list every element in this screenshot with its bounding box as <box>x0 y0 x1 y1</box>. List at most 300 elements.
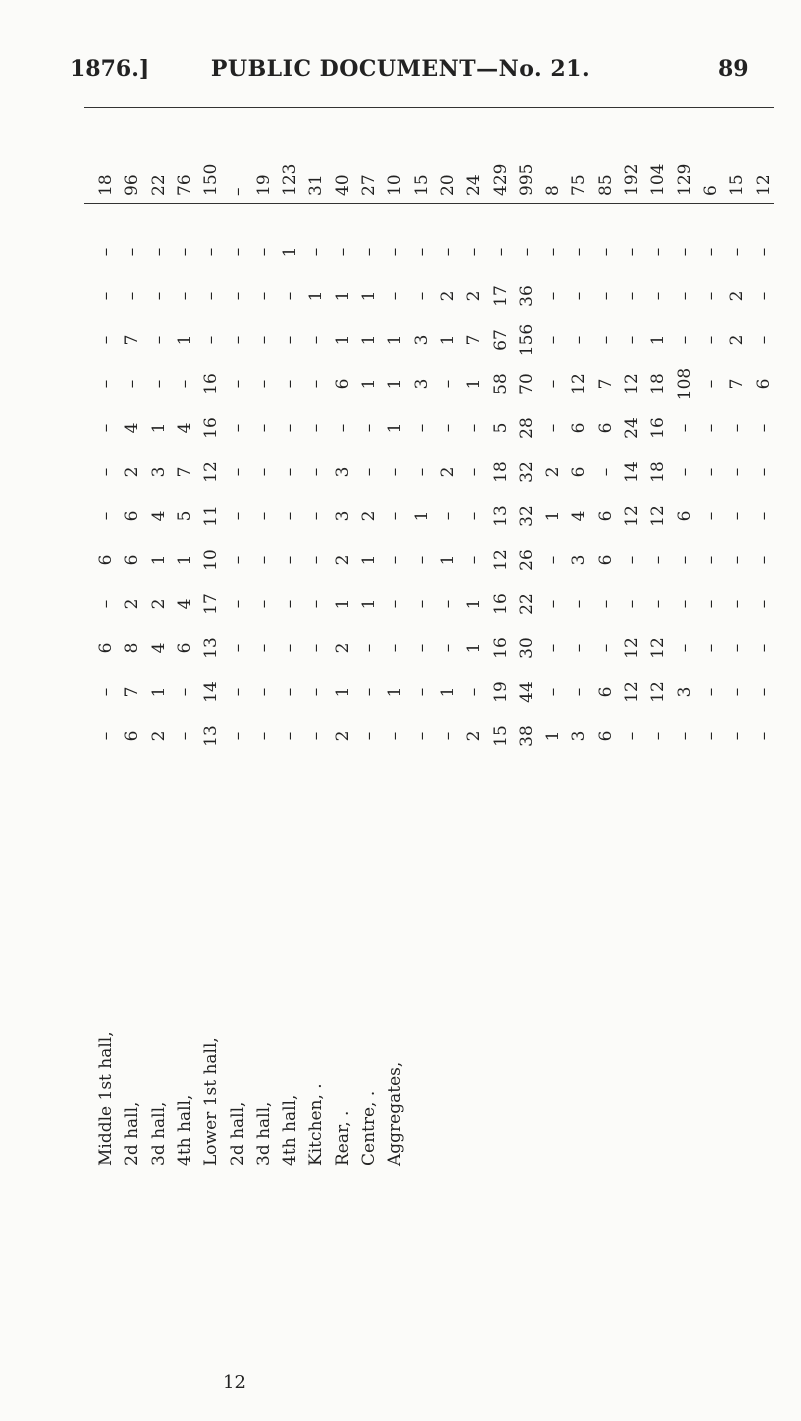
table-cell: – <box>280 731 301 741</box>
table-cell: – <box>96 599 116 609</box>
table-row <box>173 106 197 1166</box>
row-cells <box>462 216 486 756</box>
table-cell: – <box>280 643 301 653</box>
table-cell: – <box>306 731 327 741</box>
table-row <box>278 106 302 1166</box>
row-cells <box>436 216 460 756</box>
row-label: Aggregates, <box>385 1061 406 1166</box>
page-header-year: 1876.] <box>70 56 150 82</box>
table-cell: 1 <box>385 378 406 390</box>
table-cell: 11 <box>201 505 222 527</box>
table-cell: – <box>385 555 406 565</box>
table-cell: – <box>648 555 669 565</box>
table-cell: 1 <box>359 554 379 566</box>
table-cell: – <box>753 643 774 653</box>
table-row <box>147 106 171 1166</box>
table-cell: 1 <box>648 334 669 346</box>
table-cell: – <box>96 335 116 345</box>
table-cell: – <box>122 247 143 257</box>
table-cell: 6 <box>595 510 616 522</box>
table-cell: – <box>359 687 379 697</box>
table-row <box>252 106 276 1166</box>
table-row <box>436 106 460 1166</box>
table-cell: – <box>753 731 774 741</box>
table-cell: 7 <box>595 378 616 390</box>
table-cell: – <box>674 335 695 345</box>
table-cell: – <box>96 291 116 301</box>
table-cell: – <box>727 511 748 521</box>
row-cells <box>252 216 276 756</box>
table-cell: – <box>227 643 248 653</box>
table-cell: – <box>280 379 301 389</box>
table-cell: – <box>569 643 590 653</box>
table-cell: – <box>700 423 721 433</box>
table-cell: – <box>464 467 485 477</box>
aggregate-cell: 429 <box>490 163 511 196</box>
aggregate-divider <box>84 203 774 204</box>
table-cell: – <box>227 731 248 741</box>
table-cell: – <box>569 335 590 345</box>
table-cell: 12 <box>569 373 590 395</box>
table-cell: 6 <box>674 510 695 522</box>
table-cell: 2 <box>727 334 748 346</box>
table-cell: 1 <box>385 334 406 346</box>
table-row <box>383 106 407 1166</box>
table-cell: – <box>306 511 327 521</box>
table-cell: 1 <box>332 334 353 346</box>
table-cell: 24 <box>622 417 642 439</box>
table-cell: – <box>96 731 116 741</box>
table-cell: 2 <box>148 598 169 610</box>
table-row <box>199 106 223 1166</box>
row-cells <box>725 216 749 756</box>
table-row <box>304 106 328 1166</box>
table-cell: – <box>411 291 432 301</box>
table-cell: – <box>96 467 116 477</box>
table-row <box>567 106 591 1166</box>
table-row <box>725 106 749 1166</box>
table-cell: – <box>201 291 222 301</box>
table-cell: 15 <box>490 725 511 747</box>
table-cell: – <box>700 511 721 521</box>
table-cell: 38 <box>516 725 537 747</box>
table-cell: – <box>569 687 590 697</box>
table-cell: 12 <box>648 681 669 703</box>
table-cell: – <box>306 599 327 609</box>
table-cell: 18 <box>490 461 511 483</box>
table-cell: – <box>411 731 432 741</box>
row-label: 3d hall, <box>148 1101 169 1166</box>
table-cell: – <box>359 643 379 653</box>
table-cell: 1 <box>174 334 195 346</box>
table-cell: – <box>674 423 695 433</box>
table-cell: – <box>227 555 248 565</box>
table-row <box>752 106 776 1166</box>
table-cell: – <box>543 291 564 301</box>
table-cell: 6 <box>595 686 616 698</box>
table-cell: 16 <box>648 417 669 439</box>
table-cell: – <box>280 335 301 345</box>
aggregate-cell: 8 <box>543 185 564 196</box>
table-row <box>673 106 697 1166</box>
table-cell: 10 <box>201 549 222 571</box>
table-cell: – <box>280 467 301 477</box>
table-cell: – <box>227 423 248 433</box>
table-cell: 6 <box>96 642 116 654</box>
row-cells <box>357 216 381 756</box>
table-cell: – <box>227 599 248 609</box>
table-cell: – <box>727 423 748 433</box>
table-cell: – <box>727 643 748 653</box>
table-cell: 3 <box>674 686 695 698</box>
table-cell: 2 <box>359 510 379 522</box>
table-cell: 12 <box>622 637 642 659</box>
table-cell: – <box>464 423 485 433</box>
table-cell: 1 <box>385 422 406 434</box>
row-cells <box>147 216 171 756</box>
table-cell: – <box>385 731 406 741</box>
table-cell: – <box>543 687 564 697</box>
table-cell: – <box>437 511 458 521</box>
table-row <box>699 106 723 1166</box>
table-cell: 1 <box>543 510 564 522</box>
table-cell: – <box>569 291 590 301</box>
table-cell: 5 <box>174 510 195 522</box>
aggregate-cell: 15 <box>411 174 432 196</box>
table-cell: – <box>148 379 169 389</box>
table-cell: – <box>674 555 695 565</box>
table-cell: – <box>306 467 327 477</box>
table-cell: – <box>595 599 616 609</box>
table-cell: – <box>543 423 564 433</box>
row-label: 4th hall, <box>174 1094 195 1166</box>
row-cells <box>304 216 328 756</box>
table-cell: 58 <box>490 373 511 395</box>
aggregate-cell: 995 <box>516 163 537 196</box>
table-cell: 2 <box>332 554 353 566</box>
table-cell: 6 <box>569 422 590 434</box>
table-cell: – <box>280 423 301 433</box>
table-cell: – <box>595 247 616 257</box>
aggregate-cell: 10 <box>385 174 406 196</box>
aggregate-cell: 150 <box>201 163 222 196</box>
table-cell: 16 <box>490 593 511 615</box>
table-cell: – <box>253 731 274 741</box>
table-cell: – <box>253 687 274 697</box>
table-cell: – <box>306 687 327 697</box>
table-cell: 67 <box>490 329 511 351</box>
table-cell: – <box>201 335 222 345</box>
table-cell: 1 <box>148 422 169 434</box>
row-label: Centre, . <box>359 1090 379 1166</box>
aggregate-cell: 40 <box>332 174 353 196</box>
table-cell: – <box>122 379 143 389</box>
table-cell: 1 <box>464 598 485 610</box>
table-cell: 12 <box>490 549 511 571</box>
row-cells <box>120 216 144 756</box>
row-cells <box>673 216 697 756</box>
table-cell: – <box>385 291 406 301</box>
table-cell: – <box>411 247 432 257</box>
table-cell: 1 <box>543 730 564 742</box>
table-cell: – <box>280 291 301 301</box>
aggregate-cell: 24 <box>464 174 485 196</box>
table-cell: – <box>700 643 721 653</box>
table-cell: – <box>280 599 301 609</box>
table-cell: – <box>306 555 327 565</box>
table-cell: 7 <box>727 378 748 390</box>
table-cell: – <box>174 379 195 389</box>
table-cell: – <box>753 247 774 257</box>
table-cell: – <box>148 247 169 257</box>
row-cells <box>620 216 644 756</box>
table-cell: 108 <box>674 367 695 401</box>
table-cell: 2 <box>437 466 458 478</box>
table-cell: – <box>753 423 774 433</box>
table-cell: 2 <box>543 466 564 478</box>
table-cell: 1 <box>359 598 379 610</box>
table-cell: – <box>700 291 721 301</box>
table-cell: – <box>253 379 274 389</box>
table-cell: – <box>96 687 116 697</box>
aggregate-cell: 104 <box>648 163 669 196</box>
table-cell: – <box>648 247 669 257</box>
table-cell: 1 <box>148 554 169 566</box>
row-cells <box>515 216 539 756</box>
table-cell: – <box>674 599 695 609</box>
table-cell: – <box>674 467 695 477</box>
table-cell: – <box>253 599 274 609</box>
table-cell: 2 <box>122 466 143 478</box>
table-cell: – <box>148 335 169 345</box>
table-cell: – <box>753 467 774 477</box>
table-cell: 1 <box>437 686 458 698</box>
table-cell: 2 <box>122 598 143 610</box>
aggregate-cell: 18 <box>96 174 116 196</box>
table-cell: 3 <box>148 466 169 478</box>
table-cell: 4 <box>148 510 169 522</box>
table-cell: 1 <box>148 686 169 698</box>
table-cell: – <box>385 599 406 609</box>
table-cell: 2 <box>332 642 353 654</box>
table-cell: 7 <box>122 686 143 698</box>
table-cell: – <box>622 599 642 609</box>
table-cell: – <box>700 335 721 345</box>
aggregate-cell: 20 <box>437 174 458 196</box>
table-cell: – <box>464 247 485 257</box>
table-cell: 2 <box>332 730 353 742</box>
row-cells <box>199 216 223 756</box>
table-cell: – <box>700 467 721 477</box>
table-cell: – <box>543 643 564 653</box>
rotated-statistics-table <box>82 106 772 1166</box>
table-cell: – <box>253 247 274 257</box>
table-cell: 6 <box>569 466 590 478</box>
table-cell: – <box>306 643 327 653</box>
table-cell: – <box>306 335 327 345</box>
table-cell: – <box>674 731 695 741</box>
table-cell: 3 <box>332 510 353 522</box>
table-row <box>226 106 250 1166</box>
table-cell: – <box>622 247 642 257</box>
aggregate-cell: 76 <box>174 174 195 196</box>
aggregate-cell: 129 <box>674 163 695 196</box>
table-cell: – <box>648 731 669 741</box>
table-cell: 3 <box>332 466 353 478</box>
table-cell: – <box>753 291 774 301</box>
table-cell: – <box>622 555 642 565</box>
table-cell: – <box>253 643 274 653</box>
table-cell: – <box>727 687 748 697</box>
table-cell: 1 <box>332 598 353 610</box>
table-cell: 1 <box>411 510 432 522</box>
table-cell: – <box>332 247 353 257</box>
table-cell: 1 <box>359 334 379 346</box>
table-cell: – <box>622 291 642 301</box>
table-cell: 1 <box>332 686 353 698</box>
table-cell: – <box>674 247 695 257</box>
table-cell: 7 <box>464 334 485 346</box>
table-cell: – <box>595 291 616 301</box>
table-cell: – <box>464 555 485 565</box>
table-row <box>357 106 381 1166</box>
table-cell: – <box>385 247 406 257</box>
table-cell: 2 <box>464 730 485 742</box>
table-cell: 18 <box>648 461 669 483</box>
table-cell: – <box>727 599 748 609</box>
table-cell: 1 <box>306 290 327 302</box>
table-row <box>462 106 486 1166</box>
table-cell: 3 <box>569 730 590 742</box>
table-cell: – <box>227 335 248 345</box>
table-cell: – <box>280 687 301 697</box>
table-cell: 14 <box>201 681 222 703</box>
table-cell: – <box>411 599 432 609</box>
table-cell: 16 <box>201 417 222 439</box>
table-cell: 8 <box>122 642 143 654</box>
aggregate-cell: 22 <box>148 174 169 196</box>
table-row <box>620 106 644 1166</box>
table-cell: – <box>253 291 274 301</box>
table-cell: 4 <box>174 598 195 610</box>
table-cell: – <box>727 467 748 477</box>
table-cell: – <box>227 247 248 257</box>
table-cell: 6 <box>174 642 195 654</box>
table-cell: 7 <box>174 466 195 478</box>
table-cell: – <box>174 687 195 697</box>
table-row <box>515 106 539 1166</box>
table-cell: – <box>569 599 590 609</box>
table-cell: – <box>543 599 564 609</box>
row-cells <box>173 216 197 756</box>
table-cell: 70 <box>516 373 537 395</box>
table-cell: 6 <box>753 378 774 390</box>
row-cells <box>646 216 670 756</box>
table-cell: – <box>543 555 564 565</box>
table-cell: 12 <box>201 461 222 483</box>
row-cells <box>278 216 302 756</box>
table-cell: 1 <box>464 642 485 654</box>
table-cell: 13 <box>201 637 222 659</box>
table-cell: 36 <box>516 285 537 307</box>
table-cell: – <box>700 247 721 257</box>
table-cell: 2 <box>437 290 458 302</box>
table-cell: 44 <box>516 681 537 703</box>
table-cell: – <box>753 687 774 697</box>
table-cell: 6 <box>595 422 616 434</box>
table-cell: – <box>385 511 406 521</box>
table-cell: 7 <box>122 334 143 346</box>
table-row <box>646 106 670 1166</box>
table-cell: – <box>437 423 458 433</box>
table-cell: – <box>543 247 564 257</box>
table-cell: – <box>727 731 748 741</box>
table-cell: – <box>753 335 774 345</box>
table-row <box>541 106 565 1166</box>
table-cell: 6 <box>332 378 353 390</box>
table-cell: 12 <box>648 637 669 659</box>
aggregate-cell: 75 <box>569 174 590 196</box>
table-cell: – <box>464 687 485 697</box>
table-cell: – <box>306 379 327 389</box>
table-cell: 16 <box>490 637 511 659</box>
table-cell: – <box>253 555 274 565</box>
table-cell: – <box>280 511 301 521</box>
table-cell: – <box>569 247 590 257</box>
table-cell: 13 <box>490 505 511 527</box>
table-cell: – <box>280 555 301 565</box>
table-cell: 1 <box>280 246 301 258</box>
aggregate-cell: 123 <box>280 163 301 196</box>
table-cell: – <box>174 291 195 301</box>
table-cell: 4 <box>174 422 195 434</box>
table-cell: – <box>648 291 669 301</box>
table-row <box>94 106 118 1166</box>
table-cell: – <box>411 643 432 653</box>
table-cell: – <box>674 291 695 301</box>
aggregate-cell: 15 <box>727 174 748 196</box>
table-cell: – <box>464 511 485 521</box>
aggregate-cell: 6 <box>700 185 721 196</box>
table-cell: – <box>437 599 458 609</box>
table-cell: – <box>674 643 695 653</box>
table-cell: – <box>516 247 537 257</box>
row-label: Rear, . <box>332 1110 353 1166</box>
row-cells <box>567 216 591 756</box>
table-cell: 12 <box>648 505 669 527</box>
table-cell: 18 <box>648 373 669 395</box>
table-cell: – <box>306 423 327 433</box>
table-cell: 4 <box>148 642 169 654</box>
table-cell: – <box>227 687 248 697</box>
row-cells <box>752 216 776 756</box>
table-cell: 12 <box>622 681 642 703</box>
aggregate-cell: 12 <box>753 174 774 196</box>
aggregate-cell: 96 <box>122 174 143 196</box>
row-cells <box>226 216 250 756</box>
table-cell: 1 <box>437 554 458 566</box>
table-cell: – <box>622 731 642 741</box>
table-cell: – <box>359 731 379 741</box>
table-cell: 16 <box>201 373 222 395</box>
table-cell: – <box>727 555 748 565</box>
table-cell: – <box>227 511 248 521</box>
table-cell: – <box>359 423 379 433</box>
table-cell: 4 <box>569 510 590 522</box>
table-cell: 5 <box>490 422 511 434</box>
table-cell: 13 <box>201 725 222 747</box>
table-cell: – <box>595 335 616 345</box>
